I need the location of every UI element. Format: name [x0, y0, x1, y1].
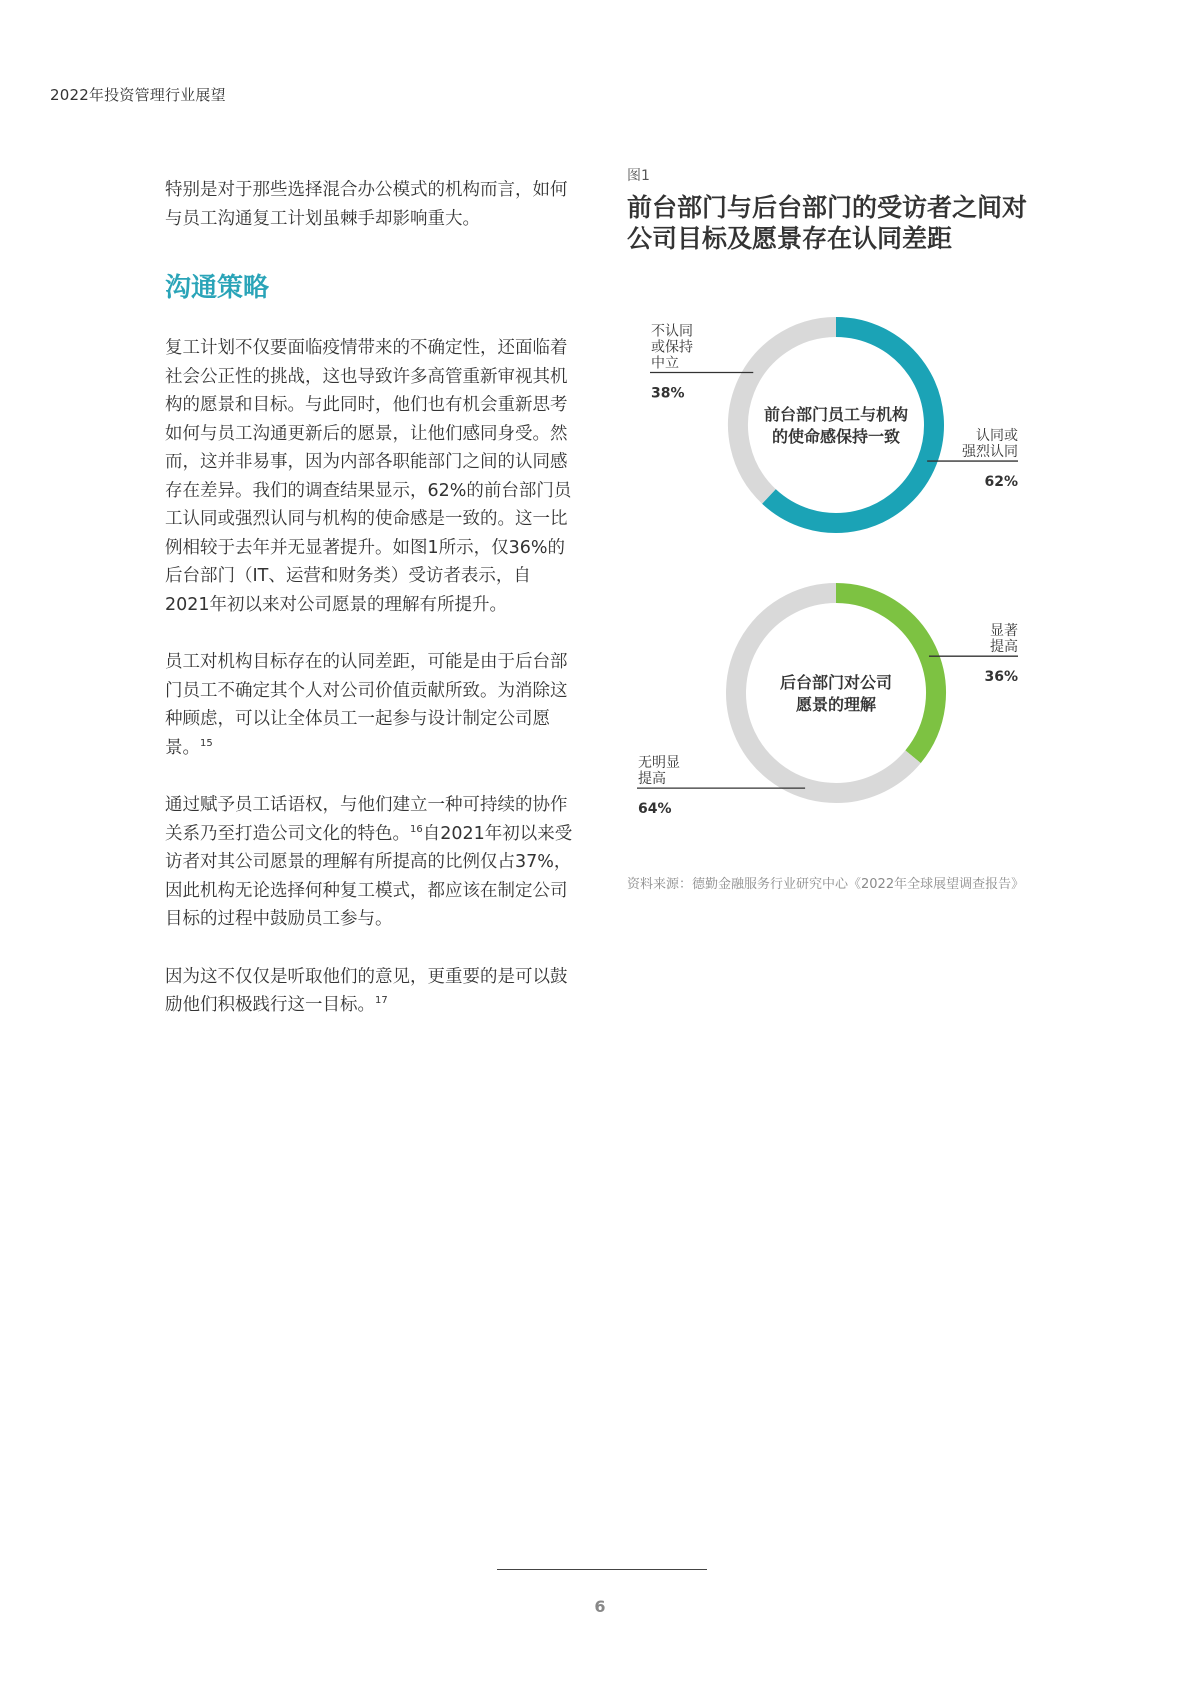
figure-source: 资料来源：德勤金融服务行业研究中心《2022年全球展望调查报告》	[627, 877, 1025, 892]
donut-1-slice-2-label-line: 中立	[651, 355, 679, 372]
paragraph-3-text-b: 自2021年初以来受访者对其公司愿景的理解有所提高的比例仅占37%，因此机构无论选择何种复工模式，都应该在制定公司目标的过程中鼓励员工参与。	[165, 823, 573, 929]
paragraph-3-text-a: 通过赋予员工话语权，与他们建立一种可持续的协作关系乃至打造公司文化的特色。	[165, 795, 568, 844]
donut-2-slice-2-label	[638, 755, 680, 787]
paragraph-1: 复工计划不仅要面临疫情带来的不确定性，还面临着社会公正性的挑战，这也导致许多高管重新审视其机构的愿景和目标。与此同时，他们也有机会重新思考如何与员工沟通更新后的愿景，让他们感同身受。然而，这并非易事，因为内部各职能部门之间的认同感存在差异。我们的调查结果显示，62%的前台部门员工认同或强烈认同与机构的使命感是一致的。这一比例相较于去年并无显著提升。如图1所示，仅36%的后台部门（IT、运营和财务类）受访者表示，自2021年初以来对公司愿景的理解有所提升。	[165, 338, 572, 615]
footer-rule	[497, 1569, 707, 1570]
intro-paragraph: 特别是对于那些选择混合办公模式的机构而言，如何与员工沟通复工计划虽棘手却影响重大。	[165, 180, 568, 229]
donut-2-slice-2-label-line: 提高	[638, 771, 666, 788]
donut-1-slice-1-value: 62%	[984, 474, 1018, 491]
donut-2-slice-1-label-line: 显著	[990, 623, 1018, 640]
figure-title: 前台部门与后台部门的受访者之间对公司目标及愿景存在认同差距	[627, 193, 1028, 253]
donut-2-center-label: 后台部门对公司	[779, 673, 893, 692]
footnote-ref-16[interactable]: 16	[410, 823, 423, 835]
footnote-ref-17[interactable]: 17	[375, 995, 388, 1007]
donut-1-slice-1-label	[962, 428, 1018, 460]
donut-2-center-label: 愿景的理解	[795, 695, 877, 714]
donut-2-slice-1-value: 36%	[984, 669, 1018, 686]
paragraph-4-text: 因为这不仅仅是听取他们的意见，更重要的是可以鼓励他们积极践行这一目标。	[165, 966, 568, 1015]
section-heading: 沟通策略	[165, 273, 270, 303]
running-header: 2022年投资管理行业展望	[50, 86, 226, 104]
footnote-ref-15[interactable]: 15	[200, 737, 213, 749]
donut-1-slice-1-label-line: 认同或	[976, 428, 1018, 445]
page-number: 6	[594, 1597, 606, 1616]
donut-2-slice-2	[736, 593, 913, 793]
donut-2-slice-2-value: 64%	[638, 801, 672, 818]
donut-2-slice-2-label-line: 无明显	[638, 755, 680, 772]
paragraph-2-text: 员工对机构目标存在的认同差距，可能是由于后台部门员工不确定其个人对公司价值贡献所致。为消除这种顾虑，可以让全体员工一起参与设计制定公司愿景。	[165, 652, 568, 758]
donut-1-slice-2-label	[651, 323, 693, 371]
donut-1-slice-2-label-line: 或保持	[651, 339, 693, 356]
donut-1-slice-2-label-line: 不认同	[651, 323, 693, 340]
donut-1-center-label: 的使命感保持一致	[771, 427, 901, 446]
donut-1-slice-1-label-line: 强烈认同	[962, 444, 1018, 461]
donut-1-slice-2-value: 38%	[651, 385, 685, 402]
donut-1-center-label: 前台部门员工与机构	[763, 405, 909, 424]
figure-label: 图1	[627, 168, 650, 184]
donut-2-slice-1-label	[990, 622, 1018, 655]
donut-1-slice-1	[769, 327, 934, 523]
donut-2-slice-1-label-line: 提高	[990, 639, 1018, 656]
